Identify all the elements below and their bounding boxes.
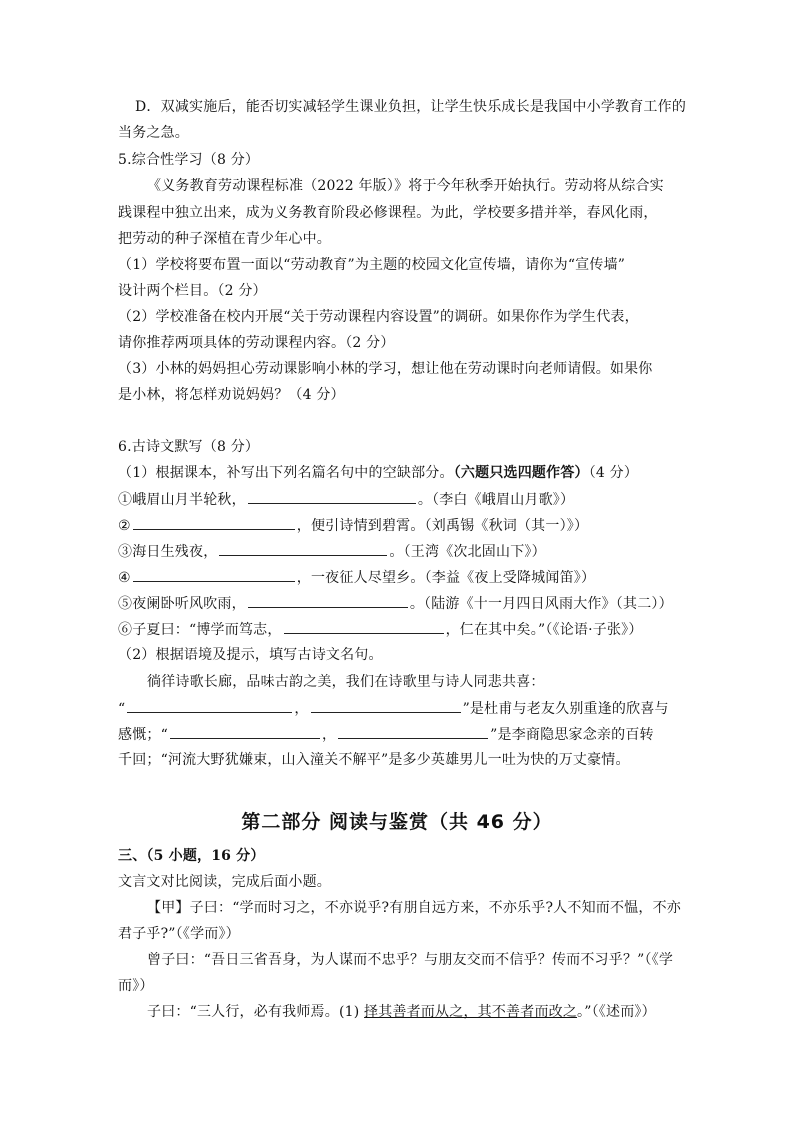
q5-intro-line-1: 《义务教育劳动课程标准（2022 年版）》将于今年秋季开始执行。劳动将从综合实 xyxy=(147,178,664,194)
q6-sub1-instruction xyxy=(118,463,638,483)
q6-item-5-post: 。（陆游《十一月四日风雨大作》（其二）） xyxy=(409,596,673,612)
comma: ， xyxy=(294,701,309,717)
q6-context-line-2 xyxy=(118,698,669,719)
q6-context-line-3-pre: 感慨；“ xyxy=(118,727,168,743)
q6-item-1 xyxy=(118,489,574,510)
q6-item-5-pre: ⑤夜阑卧听风吹雨， xyxy=(118,596,246,612)
q5-sub3-line-1: （3）小林的妈妈担心劳动课影响小林的学习，想让他在劳动课时向老师请假。如果你 xyxy=(118,361,653,377)
answer-blank[interactable] xyxy=(248,593,408,608)
passage-jia-line-2: 君子乎?”（《学而》） xyxy=(118,926,240,942)
q5-sub3-line-2: 是小林，将怎样劝说妈妈？（4 分） xyxy=(118,387,345,403)
q6-context-line-3 xyxy=(118,724,654,745)
q6-context-line-2-text: ”是杜甫与老友久别重逢的欣喜与 xyxy=(462,701,669,717)
q5-intro-line-2: 践课程中独立出来，成为义务教育阶段必修课程。为此，学校要多措并举，春风化雨， xyxy=(118,205,658,221)
section-three-instruction: 文言文对比阅读，完成后面小题。 xyxy=(118,874,331,890)
answer-blank[interactable] xyxy=(170,724,320,739)
q5-sub1-line-2: 设计两个栏目。（2 分） xyxy=(118,283,267,299)
q6-item-3-post: 。（王湾《次北固山下》） xyxy=(389,544,546,560)
q6-sub1-score: （4 分） xyxy=(588,465,639,481)
q6-sub2-instruction: （2）根据语境及提示，填写古诗文名句。 xyxy=(118,647,383,663)
q6-sub1-text: （1）根据课本，补写出下列名篇名句中的空缺部分。 xyxy=(118,465,454,481)
passage-san-post: 。”（《述而》） xyxy=(577,1004,656,1020)
q6-sub1-note: （六题只选四题作答） xyxy=(453,465,589,481)
q6-item-2-pre: ② xyxy=(118,518,131,534)
q6-item-6-post: ，仁在其中矣。”（《论语·子张》） xyxy=(445,622,643,638)
q6-item-3 xyxy=(118,541,546,562)
q6-item-1-pre: ①峨眉山月半轮秋， xyxy=(118,492,246,508)
q6-heading: 6.古诗文默写（8 分） xyxy=(118,439,260,455)
comma: ， xyxy=(321,727,337,743)
q5-sub2-line-2: 请你推荐两项具体的劳动课程内容。（2 分） xyxy=(118,335,395,351)
q6-item-2-post: ，便引诗情到碧霄。（刘禹锡《秋词（其一）》） xyxy=(296,518,589,534)
q6-item-5 xyxy=(118,593,673,614)
q4-option-d: D．双减实施后，能否切实减轻学生课业负担，让学生快乐成长是我国中小学教育工作的 xyxy=(135,99,687,115)
passage-san-pre: 子曰：“三人行，必有我师焉。(1) xyxy=(147,1004,365,1020)
open-quote: “ xyxy=(118,701,126,717)
q6-item-4-pre: ④ xyxy=(118,570,131,586)
q5-heading: 5.综合性学习（8 分） xyxy=(118,152,260,168)
q6-context-line-3-text: ”是李商隐思家念亲的百转 xyxy=(490,727,654,743)
q6-item-2 xyxy=(118,515,588,536)
q6-item-4 xyxy=(118,567,595,588)
answer-blank[interactable] xyxy=(219,541,387,556)
q6-item-6-pre: ⑥子夏曰：“博学而笃志， xyxy=(118,622,282,638)
q6-item-1-post: 。（李白《峨眉山月歌》） xyxy=(417,492,575,508)
part-two-title: 第二部分 阅读与鉴赏（共 46 分） xyxy=(241,811,553,833)
q5-intro-line-3: 把劳动的种子深植在青少年心中。 xyxy=(118,231,331,247)
q5-sub2-line-1: （2）学校准备在校内开展“关于劳动课程内容设置”的调研。如果你作为学生代表， xyxy=(118,309,639,325)
answer-blank[interactable] xyxy=(133,515,295,530)
passage-jia-line-1: 【甲】子曰：“学而时习之，不亦说乎?有朋自远方来，不亦乐乎?人不知而不愠，不亦 xyxy=(147,900,681,916)
answer-blank[interactable] xyxy=(127,698,292,713)
answer-blank[interactable] xyxy=(311,698,461,713)
section-three-heading: 三、（5 小题，16 分） xyxy=(118,848,265,864)
answer-blank[interactable] xyxy=(248,489,416,504)
q6-context-line-4: 千回；“河流大野犹嫌束，山入潼关不解平”是多少英雄男儿一吐为快的万丈豪情。 xyxy=(118,752,630,768)
q6-context-line-1: 徜徉诗歌长廊，品味古韵之美，我们在诗歌里与诗人同悲共喜： xyxy=(147,674,545,690)
q4-option-d-continued: 当务之急。 xyxy=(118,125,189,141)
answer-blank[interactable] xyxy=(338,724,488,739)
underlined-sentence: 择其善者而从之，其不善者而改之 xyxy=(364,1004,578,1020)
q6-item-4-post: ，一夜征人尽望乡。（李益《夜上受降城闻笛》） xyxy=(296,570,596,586)
passage-zeng-line-2: 而》） xyxy=(118,978,154,994)
q6-item-6 xyxy=(118,619,643,640)
answer-blank[interactable] xyxy=(284,619,444,634)
passage-san-line xyxy=(147,1002,656,1022)
q5-sub1-line-1: （1）学校将要布置一面以“劳动教育”为主题的校园文化宣传墙，请你为“宣传墙” xyxy=(118,257,626,273)
answer-blank[interactable] xyxy=(133,567,295,582)
passage-zeng-line-1: 曾子曰：“吾日三省吾身，为人谋而不忠乎？与朋友交而不信乎？传而不习乎？”（《学 xyxy=(147,952,674,968)
q6-item-3-pre: ③海日生残夜， xyxy=(118,544,218,560)
